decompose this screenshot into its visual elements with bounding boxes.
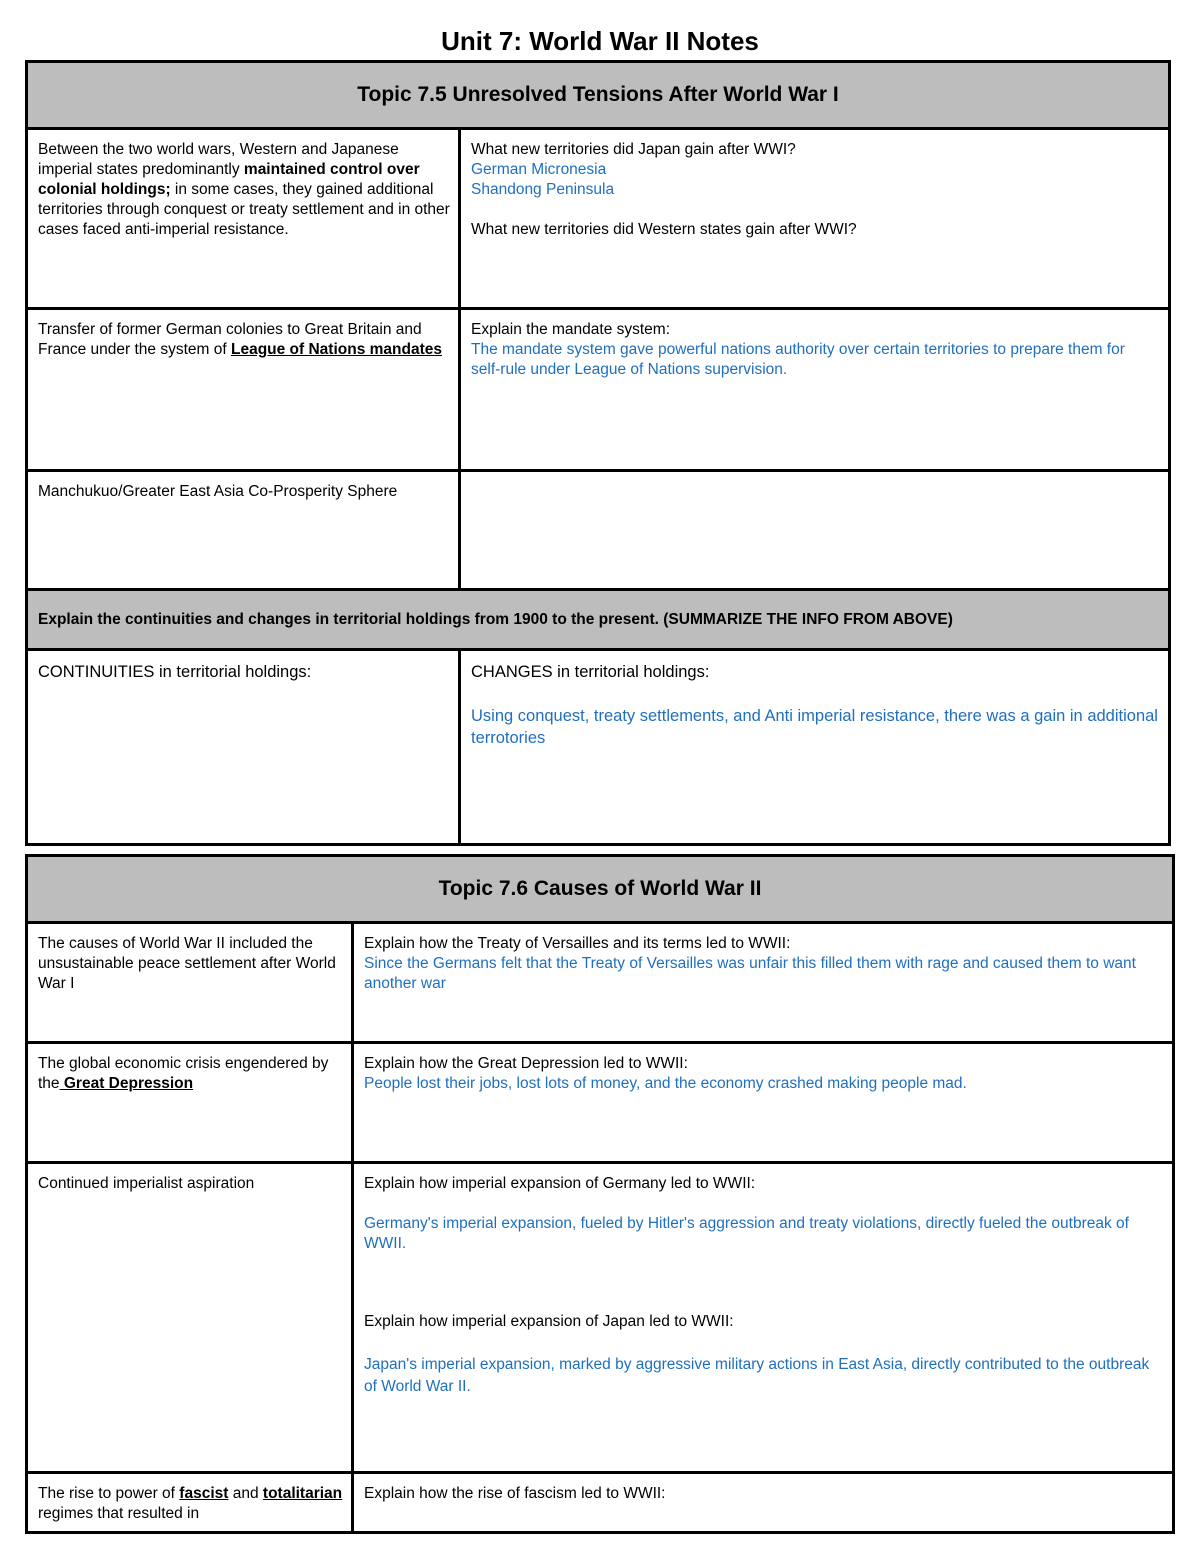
answer-cell[interactable] <box>458 472 1168 588</box>
question-text: What new territories did Japan gain after WWI? <box>471 141 796 158</box>
answer-cell[interactable] <box>351 924 1172 1041</box>
answer-cell[interactable] <box>351 1044 1172 1161</box>
summary-prompt: Explain the continuities and changes in territorial holdings from 1900 to the present. (SUMMARIZE THE INFO FROM ABOVE) <box>38 610 953 628</box>
answer-text: Germany's imperial expansion, fueled by Hitler's aggression and treaty violations, directly fueled the outbreak of WWII. <box>364 1215 1129 1252</box>
question-text: Explain how imperial expansion of Japan led to WWII: <box>364 1313 734 1330</box>
topic-7-6-header <box>28 857 1172 921</box>
table-row <box>28 1041 1172 1161</box>
page-title: Unit 7: World War II Notes <box>441 26 759 56</box>
answer-cell[interactable] <box>351 1164 1172 1471</box>
answer-text: The mandate system gave powerful nations authority over certain territories to prepare them for self-rule under League of Nations supervision. <box>471 341 1125 378</box>
answer-text: Shandong Peninsula <box>471 181 615 198</box>
topic-7-6-title: Topic 7.6 Causes of World War II <box>438 877 762 900</box>
row-label-cell <box>28 1044 354 1161</box>
bold-term: maintained control over colonial holdings; <box>38 161 420 198</box>
topic-7-6-table <box>25 854 1175 1534</box>
question-text: CHANGES in territorial holdings: <box>471 663 710 681</box>
cell-text: Manchukuo/Greater East Asia Co-Prosperity Sphere <box>38 483 398 500</box>
table-row <box>28 307 1168 469</box>
row-label-cell <box>28 472 461 588</box>
topic-7-5-title: Topic 7.5 Unresolved Tensions After World War I <box>357 83 839 106</box>
answer-text: Japan's imperial expansion, marked by aggressive military actions in East Asia, directly contributed to the outbreak of World War II. <box>364 1356 1150 1395</box>
question-text: Explain how imperial expansion of Germany led to WWII: <box>364 1175 756 1192</box>
question-text: Explain the mandate system: <box>471 321 671 338</box>
changes-cell[interactable] <box>458 651 1168 843</box>
row-label-cell <box>28 1164 354 1471</box>
row-label-cell <box>28 924 354 1041</box>
cell-text: and <box>228 1485 263 1502</box>
underlined-term: totalitarian <box>262 1485 343 1502</box>
summary-header <box>28 588 1168 648</box>
cell-text: CONTINUITIES in territorial holdings: <box>38 663 312 681</box>
table-row <box>28 127 1168 307</box>
row-label-cell <box>28 310 461 469</box>
answer-cell[interactable] <box>458 310 1168 469</box>
answer-text: Using conquest, treaty settlements, and Anti imperial resistance, there was a gain in additional terrotories <box>471 707 1158 747</box>
underlined-term: League of Nations mandates <box>230 341 442 358</box>
underlined-term: fascist <box>179 1485 229 1502</box>
underlined-term: Great Depression <box>59 1075 194 1092</box>
cell-text: The global economic crisis engendered by the <box>38 1055 329 1092</box>
table-row <box>28 648 1168 843</box>
cell-text: The causes of World War II included the unsustainable peace settlement after World War I <box>38 935 336 992</box>
question-text: Explain how the rise of fascism led to WWII: <box>364 1485 666 1502</box>
cell-text: regimes that resulted in <box>38 1505 200 1522</box>
question-text: Explain how the Great Depression led to WWII: <box>364 1055 688 1072</box>
answer-text: People lost their jobs, lost lots of money, and the economy crashed making people mad. <box>364 1075 967 1092</box>
topic-7-5-header <box>28 63 1168 127</box>
cell-text: Between the two world wars, Western and Japanese imperial states predominantly <box>38 141 399 178</box>
question-text: What new territories did Western states gain after WWI? <box>471 221 857 238</box>
cell-text: The rise to power of <box>38 1485 180 1502</box>
row-label-cell <box>28 1474 354 1531</box>
row-label-cell <box>28 130 461 307</box>
cell-text: Transfer of former German colonies to Great Britain and France under the system of <box>38 321 422 358</box>
table-row <box>28 921 1172 1041</box>
answer-text: German Micronesia <box>471 161 607 178</box>
cell-text: in some cases, they gained additional territories through conquest or treaty settlement and in other cases faced anti-imperial resistance. <box>38 181 450 238</box>
answer-cell[interactable] <box>351 1474 1172 1531</box>
cell-text: Continued imperialist aspiration <box>38 1175 255 1192</box>
topic-7-5-table <box>25 60 1171 846</box>
table-row <box>28 469 1168 588</box>
question-text: Explain how the Treaty of Versailles and its terms led to WWII: <box>364 935 791 952</box>
continuities-cell[interactable] <box>28 651 461 843</box>
table-row <box>28 1161 1172 1471</box>
answer-text: Since the Germans felt that the Treaty of Versailles was unfair this filled them with rage and caused them to want another war <box>364 955 1136 992</box>
answer-cell[interactable] <box>458 130 1168 307</box>
table-row <box>28 1471 1172 1531</box>
